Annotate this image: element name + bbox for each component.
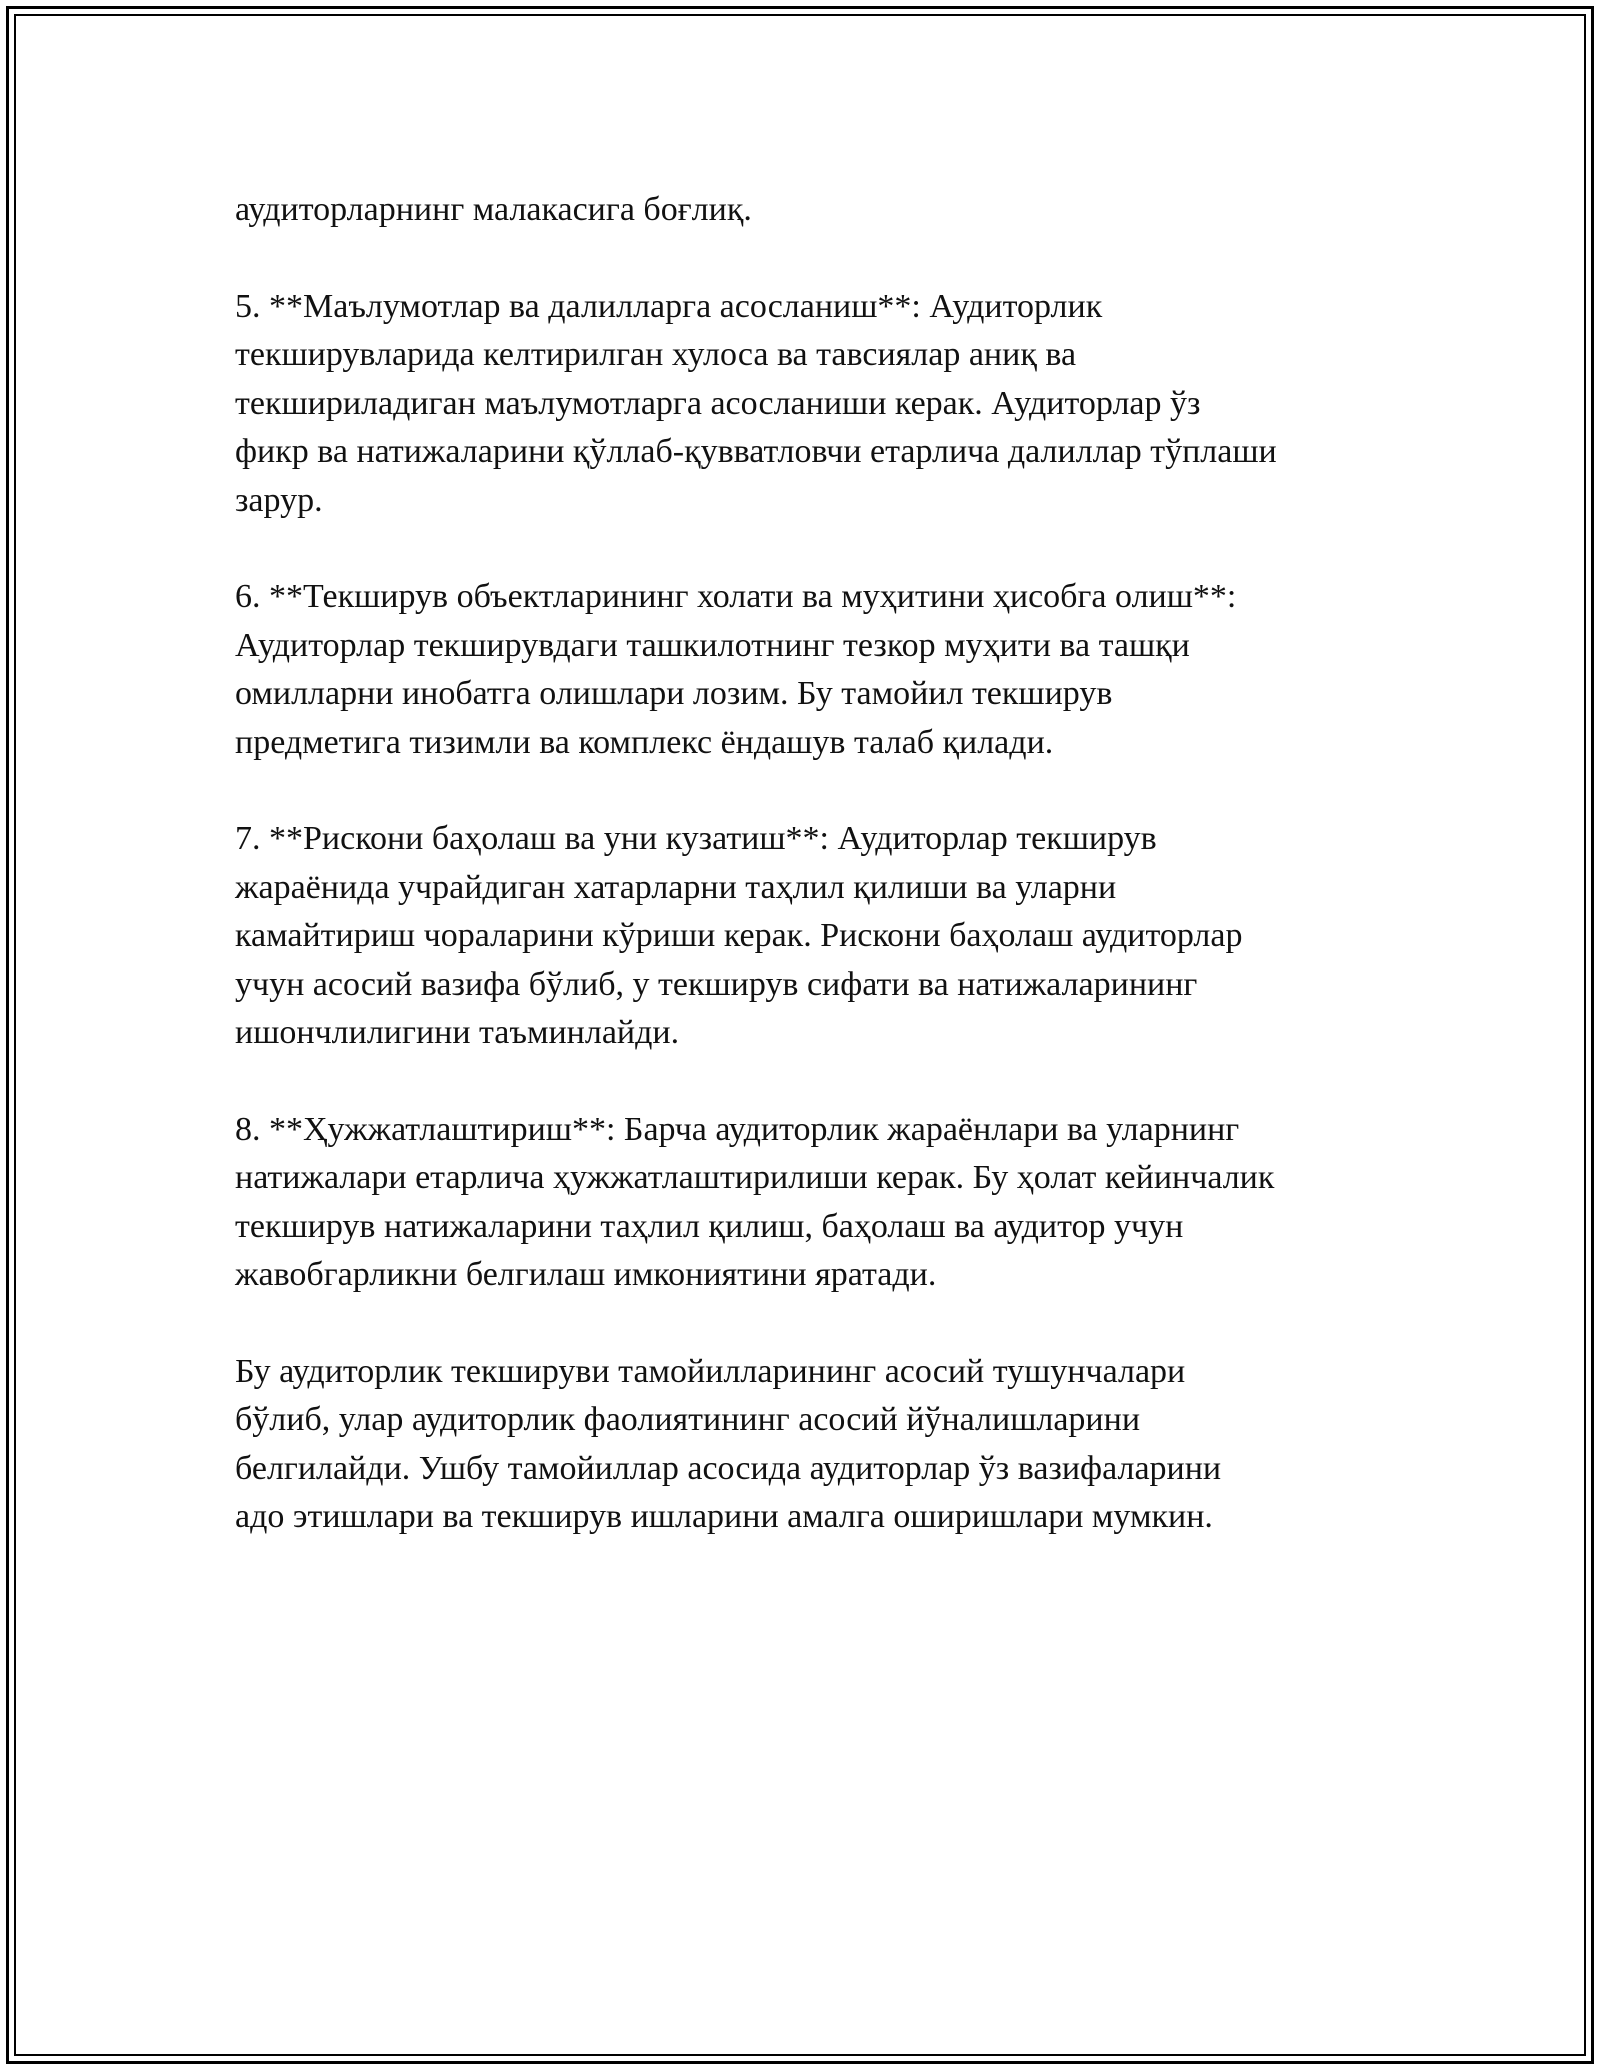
text-line: адо этишлари ва текширув ишларини амалга оширишлари мумкин. <box>235 1498 1213 1535</box>
text-line: жавобгарликни белгилаш имкониятини яратади. <box>235 1256 937 1293</box>
paragraph-principle-8 <box>235 1106 1395 1300</box>
text-line: предметига тизимли ва комплекс ёндашув талаб қилади. <box>235 723 1054 761</box>
paragraph-principle-5 <box>235 283 1395 526</box>
paragraph-principle-6 <box>235 573 1395 767</box>
text-line: текшириладиган маълумотларга асосланиши керак. Аудиторлар ўз <box>235 384 1201 422</box>
paragraph-principle-7 <box>235 815 1395 1058</box>
text-line: 6. **Текширув объектларининг холати ва муҳитини ҳисобга олиш**: <box>235 578 1237 615</box>
text-line: омилларни инобатга олишлари лозим. Бу тамойил текширув <box>235 675 1113 712</box>
text-line: 7. **Рискони баҳолаш ва уни кузатиш**: Аудиторлар текширув <box>235 820 1157 857</box>
text-line: зарур. <box>235 481 323 519</box>
text-line: белгилайди. Ушбу тамойиллар асосида аудиторлар ўз вазифаларини <box>235 1449 1222 1487</box>
text-line: фикр ва натижаларини қўллаб-қувватловчи етарлича далиллар тўплаши <box>235 433 1277 470</box>
text-line: Аудиторлар текширувдаги ташкилотнинг тезкор муҳити ва ташқи <box>235 626 1190 664</box>
text-line: 8. **Ҳужжатлаштириш**: Барча аудиторлик жараёнлари ва уларнинг <box>235 1110 1240 1148</box>
paragraph-conclusion <box>235 1348 1395 1542</box>
text-line: учун асосий вазифа бўлиб, у текширув сифати ва натижаларининг <box>235 965 1198 1003</box>
text-line: натижалари етарлича ҳужжатлаштирилиши керак. Бу ҳолат кейинчалик <box>235 1159 1275 1196</box>
paragraph-continuation <box>235 186 1395 235</box>
text-line: текширув натижаларини таҳлил қилиш, баҳолаш ва аудитор учун <box>235 1207 1184 1245</box>
text-line: жараёнида учрайдиган хатарларни таҳлил қилиши ва уларни <box>235 868 1117 906</box>
text-line: камайтириш чораларини кўриши керак. Рискони баҳолаш аудиторлар <box>235 917 1243 954</box>
text-line: бўлиб, улар аудиторлик фаолиятининг асосий йўналишларини <box>235 1401 1141 1438</box>
text-line: 5. **Маълумотлар ва далилларга асосланиш**: Аудиторлик <box>235 287 1103 325</box>
text-line: Бу аудиторлик текшируви тамойилларининг асосий тушунчалари <box>235 1352 1186 1390</box>
text-line: аудиторларнинг малакасига боғлиқ. <box>235 191 752 228</box>
document-body <box>235 186 1395 1590</box>
text-line: текширувларида келтирилган хулоса ва тавсиялар аниқ ва <box>235 336 1077 373</box>
text-line: ишончлилигини таъминлайди. <box>235 1014 680 1051</box>
